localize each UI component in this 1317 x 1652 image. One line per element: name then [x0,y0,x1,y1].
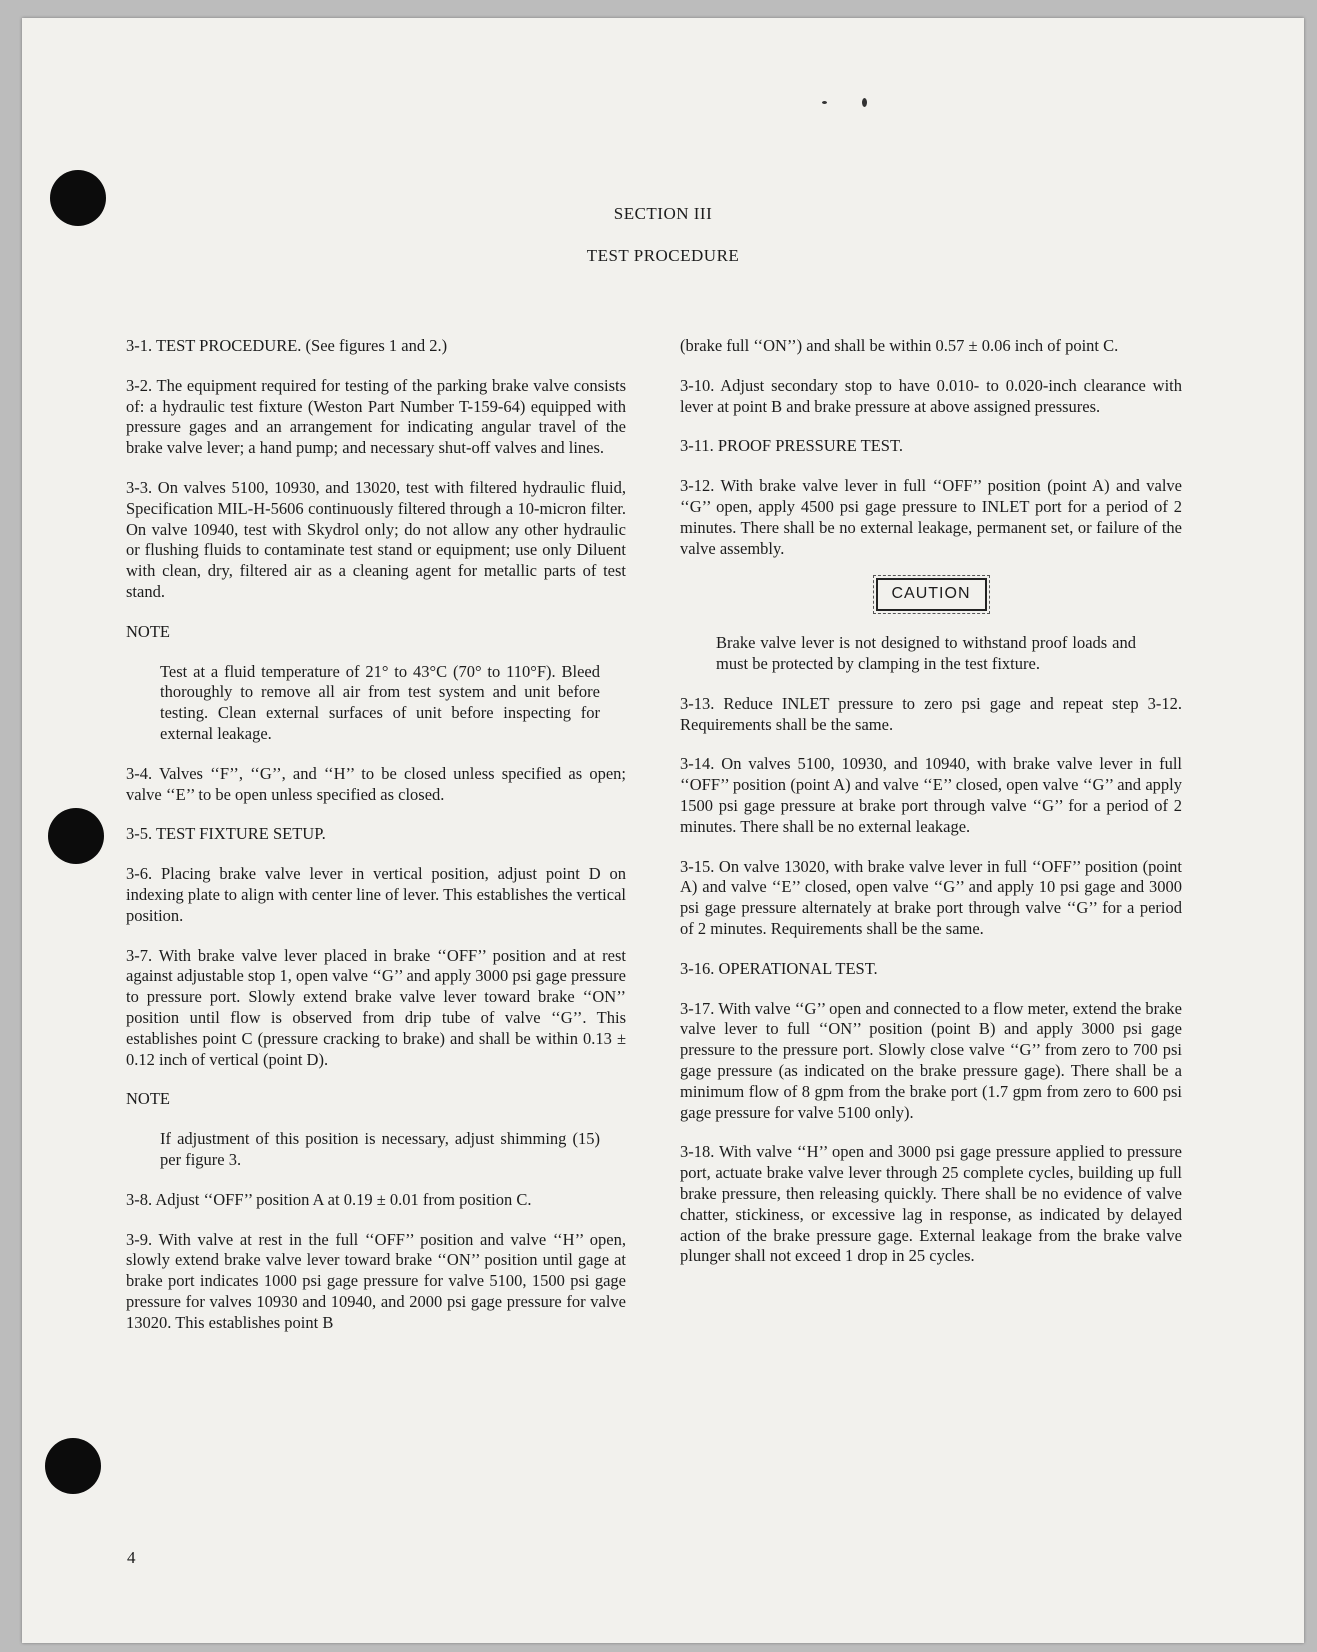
paragraph-3-9-continued: (brake full ‘‘ON’’) and shall be within 0.57 ± 0.06 inch of point C. [680,336,1119,355]
caution-block [680,578,1182,611]
paragraph-3-17: 3-17. With valve ‘‘G’’ open and connected to a flow meter, extend the brake valve lever to full ‘‘ON’’ position (point B) and apply 3000 psi gage pressure to the pressure port. Slowly close valve ‘‘G’’ from zero to 700 psi gage pressure (as indicated on the brake pressure gage). There shall be a minimum flow of 8 gpm from the brake port (1.7 gpm from zero to 600 psi gage pressure for valve 5100 only). [680,998,1182,1122]
paragraph-3-8: 3-8. Adjust ‘‘OFF’’ position A at 0.19 ± 0.01 from position C. [126,1189,532,1209]
paragraph-3-6: 3-6. Placing brake valve lever in vertical position, adjust point D on indexing plate to align with center line of lever. This establishes the vertical position. [126,864,626,925]
caution-label: CAUTION [876,578,987,611]
left-column [126,336,626,1352]
paragraph-3-4: 3-4. Valves ‘‘F’’, ‘‘G’’, and ‘‘H’’ to be closed unless specified as open; valve ‘‘E’’ to be open unless specified as closed. [126,763,626,804]
paragraph-3-13: 3-13. Reduce INLET pressure to zero psi gage and repeat step 3-12. Requirements shall be the same. [680,693,1182,734]
document-page [22,18,1304,1643]
page-number: 4 [127,1548,136,1567]
paragraph-3-9: 3-9. With valve at rest in the full ‘‘OFF’’ position and valve ‘‘H’’ open, slowly extend brake valve lever toward brake ‘‘ON’’ position until gage at brake port indicates 1000 psi gage pressure for valve 5100, 1500 psi gage pressure for valves 10930 and 10940, and 2000 psi gage pressure for valve 13020. This establishes point B [126,1229,626,1332]
paragraph-3-11: 3-11. PROOF PRESSURE TEST. [680,436,903,456]
binder-hole-middle [48,808,104,864]
section-title: TEST PROCEDURE [586,246,740,265]
paragraph-3-16: 3-16. OPERATIONAL TEST. [680,958,878,978]
note-title: NOTE [126,621,170,641]
note-body: If adjustment of this position is necessary, adjust shimming (15) per figure 3. [160,1129,600,1169]
section-number: SECTION III [613,204,713,223]
paragraph-3-18: 3-18. With valve ‘‘H’’ open and 3000 psi gage pressure applied to pressure port, actuate brake valve lever through 25 complete cycles, building up full brake pressure, then releasing quickly. There shall be no evidence of valve chatter, stickiness, or excessive lag in response, as indicated by delayed action of the brake pressure gage. External leakage from the brake valve plunger shall not exceed 1 drop in 25 cycles. [680,1142,1182,1266]
paragraph-3-2: 3-2. The equipment required for testing of the parking brake valve consists of: a hydraulic test fixture (Weston Part Number T-159-64) equipped with pressure gages and an arrangement for indicating angular travel of the brake valve lever; a hand pump; and necessary shut-off valves and lines. [126,375,626,458]
speck-mark [822,101,827,104]
paragraph-3-14: 3-14. On valves 5100, 10930, and 10940, with brake valve lever in full ‘‘OFF’’ position (point A) and valve ‘‘E’’ closed, open valve ‘‘G’’ and apply 1500 psi gage pressure at brake port through valve ‘‘G’’ for a period of 2 minutes. There shall be no external leakage. [680,754,1182,836]
binder-hole-bottom [45,1438,101,1494]
right-column [680,336,1182,1286]
paragraph-3-1: 3-1. TEST PROCEDURE. (See figures 1 and 2.) [126,336,448,355]
note-body: Test at a fluid temperature of 21° to 43°C (70° to 110°F). Bleed thoroughly to remove all air from test system and unit before testing. Clean external surfaces of unit before inspecting for external leakage. [160,661,600,743]
speck-mark [862,98,867,107]
paragraph-3-15: 3-15. On valve 13020, with brake valve lever in full ‘‘OFF’’ position (point A) and valve ‘‘E’’ closed, open valve ‘‘G’’ and apply 10 psi gage and 3000 psi gage pressure alternately at brake port through valve ‘‘G’’ for a period of 2 minutes. Requirements shall be the same. [680,856,1182,938]
paragraph-3-10: 3-10. Adjust secondary stop to have 0.010- to 0.020-inch clearance with lever at point B and brake pressure at above assigned pressures. [680,375,1182,416]
note-title: NOTE [126,1089,170,1109]
paragraph-3-3: 3-3. On valves 5100, 10930, and 13020, test with filtered hydraulic fluid, Specification MIL-H-5606 continuously filtered through a 10-micron filter. On valve 10940, test with Skydrol only; do not allow any other hydraulic or flushing fluids to contaminate test stand or equipment; use only Diluent with clean, dry, filtered air as a cleaning agent for metallic parts of test stand. [126,477,626,601]
paragraph-3-5: 3-5. TEST FIXTURE SETUP. [126,824,326,844]
paragraph-3-7: 3-7. With brake valve lever placed in brake ‘‘OFF’’ position and at rest against adjustable stop 1, open valve ‘‘G’’ and apply 3000 psi gage pressure to pressure port. Slowly extend brake valve lever toward brake ‘‘ON’’ position until flow is observed from drip tube of valve ‘‘G’’. This establishes point C (pressure cracking to brake) and shall be within 0.13 ± 0.12 inch of vertical (point D). [126,945,626,1069]
caution-body: Brake valve lever is not designed to withstand proof loads and must be protected by clamping in the test fixture. [716,633,1136,673]
paragraph-3-12: 3-12. With brake valve lever in full ‘‘OFF’’ position (point A) and valve ‘‘G’’ open, apply 4500 psi gage pressure to INLET port for a period of 2 minutes. There shall be no external leakage, permanent set, or failure of the valve assembly. [680,476,1182,558]
